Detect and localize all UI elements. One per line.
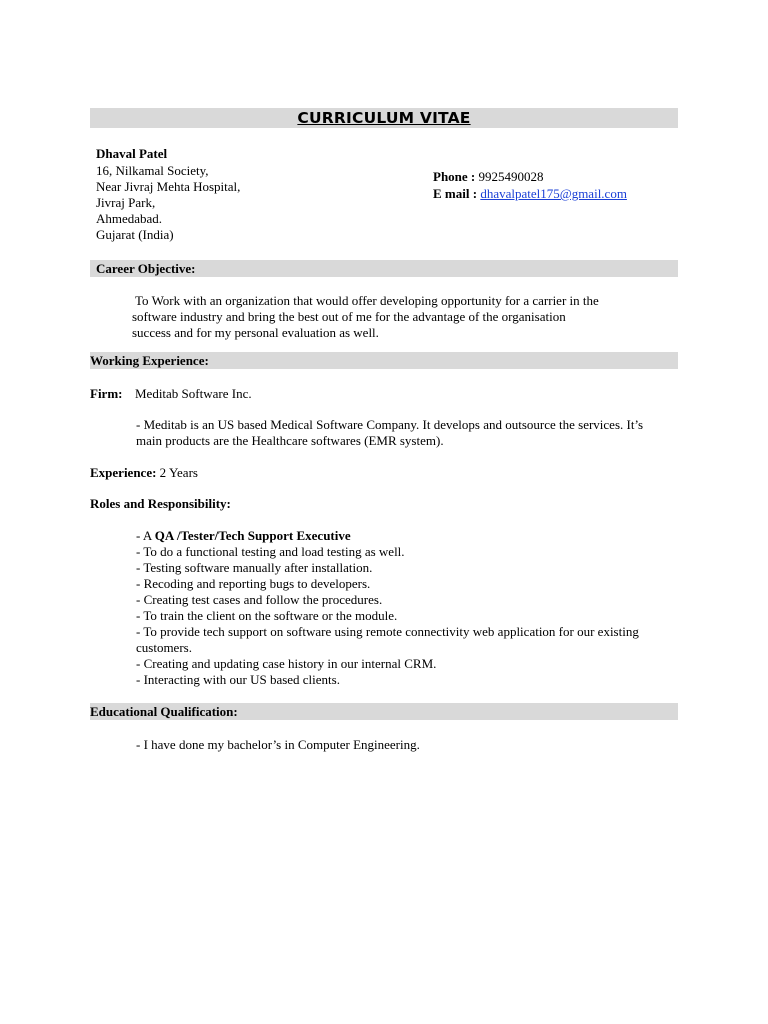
role-line: - To train the client on the software or the module. [136, 608, 398, 623]
experience-row [90, 465, 198, 481]
phone-label: Phone : [433, 169, 476, 184]
firm-value: Meditab Software Inc. [134, 386, 252, 401]
career-line: success and for my personal evaluation as well. [132, 325, 379, 340]
experience-value: 2 Years [159, 465, 198, 480]
address-line: Ahmedabad. [96, 211, 163, 226]
email-link[interactable]: dhavalpatel175@gmail.com [480, 186, 627, 201]
firm-description-line: - Meditab is an US based Medical Software Company. It develops and outsource the services. It’s [136, 417, 644, 432]
role-line: customers. [136, 640, 192, 655]
career-objective-text [132, 293, 599, 341]
role-line: - Recoding and reporting bugs to developers. [136, 576, 371, 591]
role-line: - Creating and updating case history in our internal CRM. [136, 656, 437, 671]
role-line: - To do a functional testing and load testing as well. [136, 544, 405, 559]
address-block [96, 163, 240, 243]
applicant-name: Dhaval Patel [96, 146, 168, 161]
working-experience-heading: Working Experience: [90, 353, 209, 368]
page-title: CURRICULUM VITAE [297, 109, 471, 127]
role-title-row [136, 528, 639, 544]
roles-list [136, 528, 639, 688]
experience-label: Experience: [90, 465, 157, 480]
title-band [90, 108, 678, 128]
phone-row [433, 169, 544, 185]
address-line: Gujarat (India) [96, 227, 174, 242]
address-line: 16, Nilkamal Society, [96, 163, 209, 178]
career-objective-heading: Career Objective: [96, 261, 196, 276]
role-title: QA /Tester/Tech Support Executive [154, 528, 351, 543]
email-label: E mail : [433, 186, 478, 201]
firm-description [136, 417, 643, 449]
firm-label: Firm: [90, 386, 123, 401]
address-line: Near Jivraj Mehta Hospital, [96, 179, 241, 194]
role-line: - Creating test cases and follow the procedures. [136, 592, 383, 607]
working-experience-band [90, 352, 678, 369]
career-objective-band [90, 260, 678, 277]
career-line: software industry and bring the best out of me for the advantage of the organisation [132, 309, 566, 324]
firm-row [90, 386, 252, 402]
roles-heading: Roles and Responsibility: [90, 496, 231, 511]
career-line: To Work with an organization that would offer developing opportunity for a carrier in the [132, 293, 599, 308]
email-row [433, 186, 627, 202]
role-line: - To provide tech support on software using remote connectivity web application for our existing [136, 624, 639, 639]
education-heading: Educational Qualification: [90, 704, 238, 719]
firm-description-line: main products are the Healthcare softwares (EMR system). [136, 433, 444, 448]
address-line: Jivraj Park, [96, 195, 156, 210]
role-line: - Interacting with our US based clients. [136, 672, 340, 687]
role-prefix: - A [136, 528, 155, 543]
education-band [90, 703, 678, 720]
phone-value: 9925490028 [478, 169, 544, 184]
role-line: - Testing software manually after installation. [136, 560, 373, 575]
education-line: - I have done my bachelor’s in Computer Engineering. [136, 737, 420, 752]
